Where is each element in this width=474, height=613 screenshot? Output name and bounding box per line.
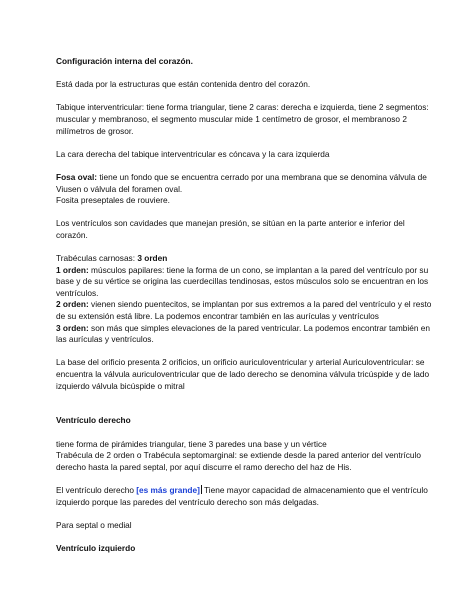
para-septal-paragraph: Para septal o medial: [56, 519, 132, 530]
vd-heading: Ventrículo derecho: [56, 415, 131, 426]
trabeculas-paragraph: [56, 253, 434, 346]
vd-paragraph: [56, 439, 434, 474]
vd-grande-prefix: El ventrículo derecho: [56, 484, 137, 495]
orden3-label: 3 orden:: [56, 322, 89, 333]
vd-trabecula: Trabécula de 2 orden o Trabécula septomarginal: se extiende desde la pared anterior del ventrículo derecho hasta la pared septal, por aquí discurre el ramo derecho del haz de His.: [56, 450, 421, 472]
fosa-oval-paragraph: [56, 172, 434, 207]
orden2-label: 2 orden:: [56, 299, 89, 310]
base-orificio-paragraph: La base del orificio presenta 2 orificios, un orificio auriculoventricular y arterial Auriculoventricular: se encuentra la válvula auriculoventricular que de lado derecho se denomina válvula tricúspide y de lado izquierdo válvula bicúspide o mitral: [56, 357, 430, 391]
trabeculas-prefix: Trabéculas carnosas:: [56, 253, 138, 264]
vd-grande-suffix: Tiene mayor capacidad de almacenamiento que el ventrículo izquierdo porque las paredes del ventrículo derecho son más delgadas.: [56, 484, 428, 507]
cara-derecha-paragraph: La cara derecha del tabique interventricular es cóncava y la cara izquierda: [56, 148, 330, 159]
orden3-text: son más que simples elevaciones de la pared ventricular. La podemos encontrar también en las aurículas y ventrículos.: [56, 322, 431, 345]
fosa-oval-label: Fosa oval:: [56, 171, 98, 182]
vd-grande-highlight: [es más grande]: [136, 484, 200, 495]
orden2-text: vienen siendo puentecitos, se implantan por sus extremos a la pared del ventrículo y el resto de su extensión está libre. La podemos encontrar también en las aurículas y ventrículos: [56, 299, 432, 322]
trabeculas-bold: 3 orden: [137, 253, 168, 264]
fosita-text: Fosita preseptales de rouviere.: [56, 195, 170, 206]
fosa-oval-text: tiene un fondo que se encuentra cerrado por una membrana que se denomina válvula de Viusen o válvula del foramen oval.: [56, 171, 427, 194]
vi-heading: Ventrículo izquierdo: [56, 542, 136, 553]
orden1-label: 1 orden:: [56, 264, 89, 275]
vd-forma: tiene forma de pirámides triangular, tiene 3 paredes una base y un vértice: [56, 438, 327, 449]
ventriculos-paragraph: Los ventrículos son cavidades que manejan presión, se sitúan en la parte anterior e inferior del corazón.: [56, 218, 405, 240]
orden1-text: músculos papilares: tiene la forma de un cono, se implantan a la pared del ventrículo por su base y de su vértice se origina las cuerdecillas tendinosas, estos músculos solo se encuentran en los ventrículos.: [56, 264, 429, 298]
vd-grande-paragraph[interactable]: [56, 485, 434, 508]
intro-paragraph: Está dada por la estructuras que están contenida dentro del corazón.: [56, 79, 311, 90]
doc-title: Configuración interna del corazón.: [56, 56, 193, 66]
spacer: [56, 404, 434, 416]
tabique-paragraph: Tabique interventricular: tiene forma triangular, tiene 2 caras: derecha e izquierda, tiene 2 segmentos: muscular y membranoso, el segmento muscular mide 1 centímetro de grosor, el membranoso 2 milímetros de grosor.: [56, 102, 429, 136]
